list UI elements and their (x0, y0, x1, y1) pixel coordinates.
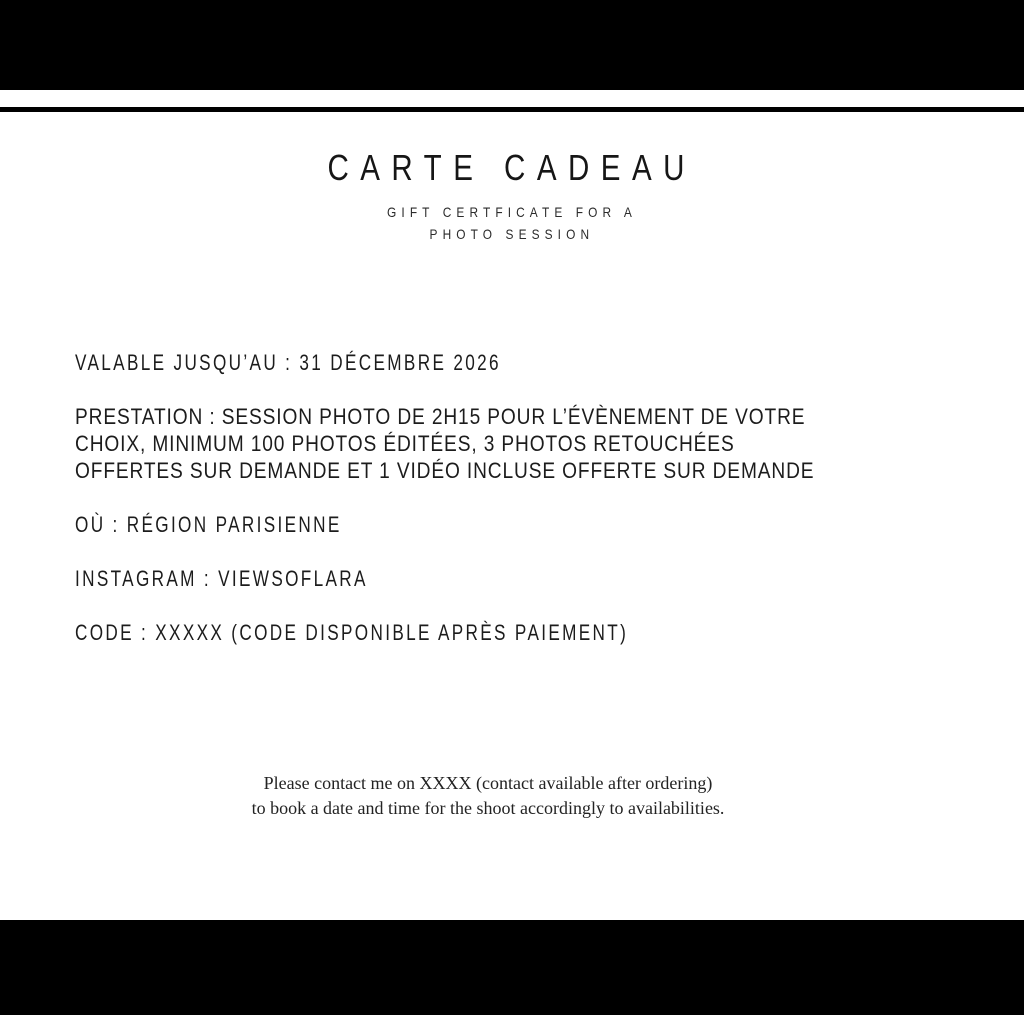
location-block (75, 511, 964, 538)
subtitle-line-1-text: GIFT CERTFICATE FOR A (387, 204, 637, 220)
subtitle-line-2 (0, 223, 1024, 245)
instagram-line: INSTAGRAM : VIEWSOFLARA (75, 566, 368, 591)
prestation-line-2: CHOIX, MINIMUM 100 PHOTOS ÉDITÉES, 3 PHOTOS RETOUCHÉES (75, 431, 735, 456)
contact-note (0, 771, 976, 821)
contact-note-line-1: Please contact me on XXXX (contact available after ordering) (263, 773, 713, 793)
prestation-block (75, 403, 964, 484)
subtitle-line-1 (0, 201, 1024, 223)
contact-note-line-2: to book a date and time for the shoot accordingly to availabilities. (251, 798, 725, 818)
bottom-border-bar (0, 920, 1024, 1015)
header (0, 148, 1024, 245)
page-title (0, 148, 1024, 188)
validity-block (75, 349, 964, 376)
header-divider-line (0, 107, 1024, 112)
prestation-line-1: PRESTATION : SESSION PHOTO DE 2H15 POUR L’ÉVÈNEMENT DE VOTRE (75, 404, 806, 429)
instagram-block (75, 565, 964, 592)
subtitle (0, 201, 1024, 245)
prestation-line-3: OFFERTES SUR DEMANDE ET 1 VIDÉO INCLUSE OFFERTE SUR DEMANDE (75, 458, 815, 483)
validity-line: VALABLE JUSQU’AU : 31 DÉCEMBRE 2026 (75, 350, 501, 375)
top-border-bar (0, 0, 1024, 90)
code-block (75, 619, 964, 646)
code-line: CODE : XXXXX (CODE DISPONIBLE APRÈS PAIEMENT) (75, 620, 629, 645)
page-title-text: CARTE CADEAU (327, 147, 697, 188)
details-section (75, 349, 964, 646)
subtitle-line-2-text: PHOTO SESSION (429, 226, 595, 242)
location-line: OÙ : RÉGION PARISIENNE (75, 512, 342, 537)
